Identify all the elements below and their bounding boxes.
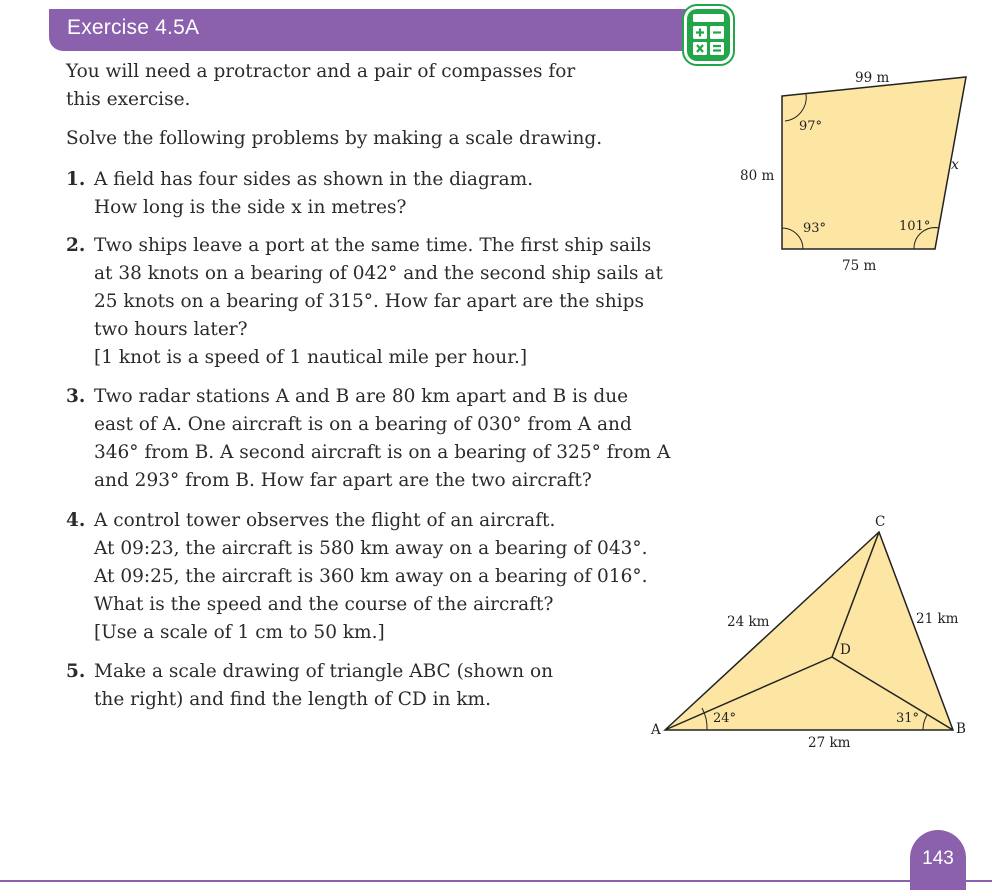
label-bottom: 75 m xyxy=(842,258,877,274)
angle-label-bl: 93° xyxy=(803,221,827,236)
field-diagram xyxy=(730,62,980,282)
vertex-c: C xyxy=(875,514,886,530)
instruction-paragraph: Solve the following problems by making a scale drawing. xyxy=(66,128,603,149)
label-ab: 27 km xyxy=(808,735,851,751)
label-right: x xyxy=(951,157,959,173)
point-d: D xyxy=(840,642,851,658)
exercise-title: Exercise 4.5A xyxy=(67,16,200,39)
angle-label-br: 101° xyxy=(899,219,931,234)
angle-label-b: 31° xyxy=(896,711,920,726)
intro-paragraph: You will need a protractor and a pair of compasses for this exercise. xyxy=(66,61,576,110)
triangle-diagram xyxy=(640,505,980,760)
vertex-b: B xyxy=(956,721,966,737)
calculator-icon xyxy=(682,4,735,66)
label-ac: 24 km xyxy=(727,614,770,630)
triangle-abc xyxy=(665,532,953,730)
vertex-a: A xyxy=(651,722,661,738)
exercise-banner xyxy=(49,9,705,51)
label-top: 99 m xyxy=(855,70,890,86)
label-left: 80 m xyxy=(740,168,775,184)
page-number-tab xyxy=(910,830,966,890)
label-bc: 21 km xyxy=(916,611,959,627)
footer-rule xyxy=(0,880,992,882)
page-number: 143 xyxy=(922,848,954,869)
angle-label-tl: 97° xyxy=(799,119,823,134)
angle-label-a: 24° xyxy=(713,711,737,726)
